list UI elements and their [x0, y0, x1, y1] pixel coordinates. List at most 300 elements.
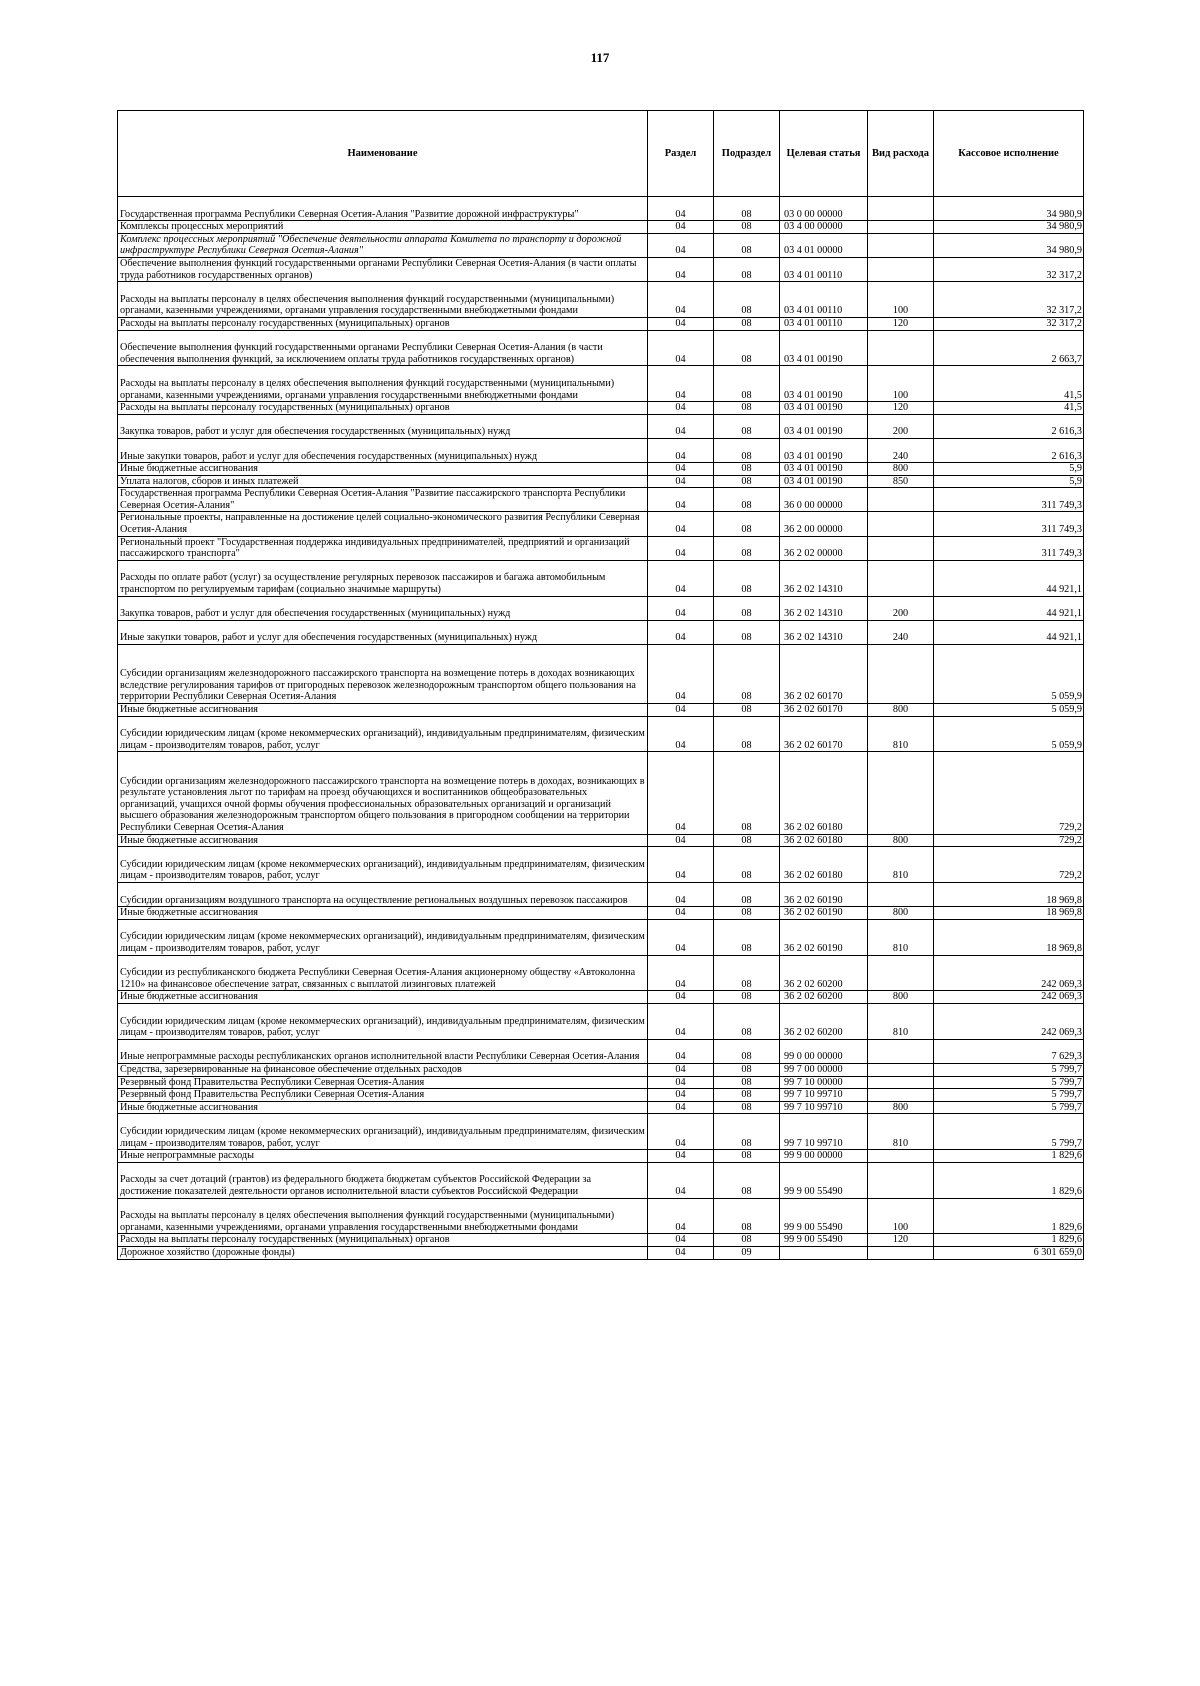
cell-section: 04	[648, 1198, 714, 1234]
table-row	[118, 955, 1084, 991]
cell-amount: 2 663,7	[934, 330, 1084, 366]
cell-amount: 41,5	[934, 366, 1084, 402]
cell-amount: 32 317,2	[934, 282, 1084, 318]
table-row	[118, 704, 1084, 717]
cell-section: 04	[648, 512, 714, 536]
cell-type: 850	[868, 475, 934, 488]
cell-target: 36 2 02 60180	[780, 847, 868, 883]
table-row	[118, 1101, 1084, 1114]
cell-type	[868, 221, 934, 234]
cell-section: 04	[648, 488, 714, 512]
cell-target: 99 9 00 00000	[780, 1150, 868, 1163]
cell-name: Комплекс процессных мероприятий "Обеспечение деятельности аппарата Комитета по транспорту и дорожной инфраструктуре Республики Северная Осетия-Алания"	[118, 233, 648, 257]
cell-amount: 6 301 659,0	[934, 1246, 1084, 1259]
cell-subsection: 08	[714, 257, 780, 281]
cell-type: 100	[868, 282, 934, 318]
cell-target: 99 9 00 55490	[780, 1162, 868, 1198]
cell-section: 04	[648, 560, 714, 596]
cell-name: Иные бюджетные ассигнования	[118, 1101, 648, 1114]
cell-name: Государственная программа Республики Северная Осетия-Алания "Развитие пассажирского транспорта Республики Северная Осетия-Алания"	[118, 488, 648, 512]
cell-target: 99 7 00 00000	[780, 1063, 868, 1076]
table-row	[118, 463, 1084, 476]
cell-name: Расходы на выплаты персоналу в целях обеспечения выполнения функций государственными (муниципальными) органами, казенными учреждениями, органами управления государственными внебюджетными фондами	[118, 1198, 648, 1234]
cell-section: 04	[648, 1003, 714, 1039]
cell-subsection: 08	[714, 560, 780, 596]
cell-amount: 311 749,3	[934, 536, 1084, 560]
cell-name: Закупка товаров, работ и услуг для обеспечения государственных (муниципальных) нужд	[118, 596, 648, 620]
cell-section: 04	[648, 645, 714, 704]
cell-type	[868, 1063, 934, 1076]
cell-section: 04	[648, 414, 714, 438]
cell-type: 810	[868, 1003, 934, 1039]
cell-section: 04	[648, 620, 714, 644]
cell-name: Субсидии организациям железнодорожного пассажирского транспорта на возмещение потерь в доходах возникающих вследствие регулирования тарифов от пригородных перевозок железнодорожным транспортом общего пользования на территории Республики Северная Осетия-Алания	[118, 645, 648, 704]
cell-amount: 5,9	[934, 475, 1084, 488]
cell-type	[868, 1089, 934, 1102]
cell-type	[868, 257, 934, 281]
cell-amount: 2 616,3	[934, 414, 1084, 438]
table-row	[118, 1246, 1084, 1259]
table-row	[118, 1076, 1084, 1089]
cell-name: Резервный фонд Правительства Республики Северная Осетия-Алания	[118, 1076, 648, 1089]
cell-amount: 44 921,1	[934, 560, 1084, 596]
cell-target: 03 4 01 00190	[780, 475, 868, 488]
budget-table	[117, 110, 1084, 1260]
cell-type: 810	[868, 716, 934, 752]
cell-target: 36 2 02 60180	[780, 834, 868, 847]
cell-section: 04	[648, 1101, 714, 1114]
cell-type	[868, 330, 934, 366]
cell-subsection: 08	[714, 883, 780, 907]
cell-type: 810	[868, 847, 934, 883]
cell-amount: 44 921,1	[934, 620, 1084, 644]
table-row	[118, 919, 1084, 955]
cell-amount: 34 980,9	[934, 197, 1084, 221]
cell-section: 04	[648, 317, 714, 330]
cell-subsection: 08	[714, 645, 780, 704]
header-name: Наименование	[118, 111, 648, 197]
cell-amount: 242 069,3	[934, 955, 1084, 991]
cell-subsection: 08	[714, 488, 780, 512]
table-row	[118, 366, 1084, 402]
cell-subsection: 08	[714, 282, 780, 318]
cell-amount: 5,9	[934, 463, 1084, 476]
cell-name: Региональные проекты, направленные на достижение целей социально-экономического развития Республики Северная Осетия-Алания	[118, 512, 648, 536]
cell-section: 04	[648, 438, 714, 462]
cell-subsection: 08	[714, 1101, 780, 1114]
cell-type: 240	[868, 438, 934, 462]
cell-section: 04	[648, 536, 714, 560]
cell-target: 36 2 02 60180	[780, 752, 868, 834]
table-header	[118, 111, 1084, 197]
cell-name: Субсидии из республиканского бюджета Республики Северная Осетия-Алания акционерному обществу «Автоколонна 1210» на финансовое обеспечение затрат, связанных с выплатой лизинговых платежей	[118, 955, 648, 991]
cell-amount: 729,2	[934, 752, 1084, 834]
table-row	[118, 233, 1084, 257]
cell-section: 04	[648, 919, 714, 955]
cell-section: 04	[648, 883, 714, 907]
cell-target: 99 9 00 55490	[780, 1234, 868, 1247]
cell-section: 04	[648, 366, 714, 402]
table-row	[118, 1162, 1084, 1198]
table-row	[118, 645, 1084, 704]
cell-name: Государственная программа Республики Северная Осетия-Алания "Развитие дорожной инфраструктуры"	[118, 197, 648, 221]
cell-name: Комплексы процессных мероприятий	[118, 221, 648, 234]
cell-type	[868, 752, 934, 834]
cell-section: 04	[648, 257, 714, 281]
cell-subsection: 08	[714, 1114, 780, 1150]
cell-section: 04	[648, 1234, 714, 1247]
cell-amount: 5 799,7	[934, 1063, 1084, 1076]
cell-amount: 311 749,3	[934, 488, 1084, 512]
table-row	[118, 438, 1084, 462]
cell-target: 03 4 00 00000	[780, 221, 868, 234]
table-row	[118, 752, 1084, 834]
cell-amount: 32 317,2	[934, 317, 1084, 330]
cell-type	[868, 1150, 934, 1163]
cell-type	[868, 488, 934, 512]
cell-type: 240	[868, 620, 934, 644]
cell-name: Иные закупки товаров, работ и услуг для обеспечения государственных (муниципальных) нужд	[118, 620, 648, 644]
cell-name: Расходы на выплаты персоналу государственных (муниципальных) органов	[118, 1234, 648, 1247]
cell-subsection: 08	[714, 402, 780, 415]
cell-subsection: 08	[714, 1076, 780, 1089]
cell-name: Иные бюджетные ассигнования	[118, 991, 648, 1004]
cell-name: Средства, зарезервированные на финансовое обеспечение отдельных расходов	[118, 1063, 648, 1076]
cell-section: 04	[648, 233, 714, 257]
cell-target: 99 7 10 99710	[780, 1101, 868, 1114]
cell-name: Иные бюджетные ассигнования	[118, 834, 648, 847]
cell-subsection: 08	[714, 221, 780, 234]
cell-subsection: 08	[714, 847, 780, 883]
table-row	[118, 1089, 1084, 1102]
table-row	[118, 402, 1084, 415]
cell-name: Субсидии юридическим лицам (кроме некоммерческих организаций), индивидуальным предпринимателям, физическим лицам - производителям товаров, работ, услуг	[118, 1114, 648, 1150]
cell-section: 04	[648, 402, 714, 415]
cell-section: 04	[648, 1246, 714, 1259]
table-row	[118, 197, 1084, 221]
cell-name: Субсидии юридическим лицам (кроме некоммерческих организаций), индивидуальным предпринимателям, физическим лицам - производителям товаров, работ, услуг	[118, 919, 648, 955]
cell-target	[780, 1246, 868, 1259]
cell-name: Субсидии организациям железнодорожного пассажирского транспорта на возмещение потерь в доходах, возникающих в результате установления льгот по тарифам на проезд обучающихся и воспитанников общеобразовательных организаций, учащихся очной формы обучения профессиональных образовательных организаций и организаций высшего образования железнодорожным транспортом общего пользования в пригородном сообщении на территории Республики Северная Осетия-Алания	[118, 752, 648, 834]
cell-subsection: 09	[714, 1246, 780, 1259]
cell-amount: 242 069,3	[934, 991, 1084, 1004]
cell-type	[868, 1039, 934, 1063]
cell-target: 03 4 01 00110	[780, 257, 868, 281]
cell-subsection: 08	[714, 919, 780, 955]
cell-target: 36 2 02 60190	[780, 907, 868, 920]
cell-amount: 5 059,9	[934, 716, 1084, 752]
cell-subsection: 08	[714, 1150, 780, 1163]
cell-section: 04	[648, 716, 714, 752]
cell-amount: 32 317,2	[934, 257, 1084, 281]
cell-amount: 1 829,6	[934, 1162, 1084, 1198]
cell-section: 04	[648, 752, 714, 834]
cell-target: 03 4 01 00190	[780, 330, 868, 366]
cell-target: 99 7 10 99710	[780, 1114, 868, 1150]
cell-section: 04	[648, 1076, 714, 1089]
cell-name: Расходы за счет дотаций (грантов) из федерального бюджета бюджетам субъектов Российской Федерации за достижение показателей деятельности органов исполнительной власти субъектов Российской Федерации	[118, 1162, 648, 1198]
cell-subsection: 08	[714, 233, 780, 257]
cell-type: 810	[868, 1114, 934, 1150]
header-subsection: Подраздел	[714, 111, 780, 197]
cell-section: 04	[648, 955, 714, 991]
cell-subsection: 08	[714, 1234, 780, 1247]
cell-type: 200	[868, 414, 934, 438]
cell-subsection: 08	[714, 1039, 780, 1063]
table-row	[118, 282, 1084, 318]
cell-type	[868, 1076, 934, 1089]
cell-section: 04	[648, 1039, 714, 1063]
table-row	[118, 536, 1084, 560]
cell-type: 800	[868, 1101, 934, 1114]
cell-section: 04	[648, 704, 714, 717]
page-number: 117	[590, 50, 610, 65]
cell-amount: 7 629,3	[934, 1039, 1084, 1063]
cell-section: 04	[648, 1114, 714, 1150]
cell-amount: 18 969,8	[934, 883, 1084, 907]
cell-type: 800	[868, 834, 934, 847]
cell-section: 04	[648, 282, 714, 318]
cell-name: Резервный фонд Правительства Республики Северная Осетия-Алания	[118, 1089, 648, 1102]
table-row	[118, 488, 1084, 512]
cell-name: Расходы на выплаты персоналу в целях обеспечения выполнения функций государственными (муниципальными) органами, казенными учреждениями, органами управления государственными внебюджетными фондами	[118, 282, 648, 318]
cell-subsection: 08	[714, 463, 780, 476]
cell-amount: 1 829,6	[934, 1150, 1084, 1163]
table-row	[118, 414, 1084, 438]
cell-subsection: 08	[714, 536, 780, 560]
cell-type: 120	[868, 317, 934, 330]
table-row	[118, 512, 1084, 536]
cell-name: Расходы на выплаты персоналу государственных (муниципальных) органов	[118, 402, 648, 415]
cell-target: 03 4 01 00190	[780, 463, 868, 476]
cell-amount: 18 969,8	[934, 907, 1084, 920]
table-row	[118, 1234, 1084, 1247]
cell-type	[868, 883, 934, 907]
cell-target: 36 2 02 60190	[780, 883, 868, 907]
cell-amount: 18 969,8	[934, 919, 1084, 955]
cell-subsection: 08	[714, 512, 780, 536]
cell-amount: 2 616,3	[934, 438, 1084, 462]
cell-target: 36 2 02 60200	[780, 991, 868, 1004]
cell-amount: 1 829,6	[934, 1198, 1084, 1234]
table-row	[118, 847, 1084, 883]
cell-subsection: 08	[714, 197, 780, 221]
header-type: Вид расхода	[868, 111, 934, 197]
cell-subsection: 08	[714, 596, 780, 620]
cell-amount: 311 749,3	[934, 512, 1084, 536]
cell-subsection: 08	[714, 907, 780, 920]
cell-target: 99 9 00 55490	[780, 1198, 868, 1234]
cell-name: Иные бюджетные ассигнования	[118, 907, 648, 920]
cell-amount: 729,2	[934, 847, 1084, 883]
cell-section: 04	[648, 596, 714, 620]
cell-target: 36 2 02 14310	[780, 620, 868, 644]
cell-type	[868, 1246, 934, 1259]
cell-section: 04	[648, 330, 714, 366]
table-row	[118, 475, 1084, 488]
cell-target: 36 2 02 00000	[780, 536, 868, 560]
cell-type	[868, 645, 934, 704]
cell-section: 04	[648, 1150, 714, 1163]
cell-type: 800	[868, 463, 934, 476]
table-row	[118, 834, 1084, 847]
table-row	[118, 317, 1084, 330]
cell-subsection: 08	[714, 834, 780, 847]
table-row	[118, 1150, 1084, 1163]
cell-subsection: 08	[714, 1198, 780, 1234]
cell-subsection: 08	[714, 955, 780, 991]
cell-target: 36 2 02 60190	[780, 919, 868, 955]
cell-type	[868, 512, 934, 536]
table-body	[118, 197, 1084, 1260]
table-row	[118, 991, 1084, 1004]
cell-type: 100	[868, 366, 934, 402]
cell-target: 36 2 02 14310	[780, 596, 868, 620]
cell-subsection: 08	[714, 1089, 780, 1102]
cell-name: Закупка товаров, работ и услуг для обеспечения государственных (муниципальных) нужд	[118, 414, 648, 438]
table-row	[118, 596, 1084, 620]
cell-subsection: 08	[714, 1063, 780, 1076]
cell-name: Иные бюджетные ассигнования	[118, 704, 648, 717]
cell-amount: 242 069,3	[934, 1003, 1084, 1039]
cell-target: 36 2 02 60170	[780, 645, 868, 704]
cell-target: 36 2 02 14310	[780, 560, 868, 596]
cell-section: 04	[648, 1089, 714, 1102]
cell-target: 99 7 10 00000	[780, 1076, 868, 1089]
header-section: Раздел	[648, 111, 714, 197]
cell-name: Субсидии юридическим лицам (кроме некоммерческих организаций), индивидуальным предпринимателям, физическим лицам - производителям товаров, работ, услуг	[118, 1003, 648, 1039]
cell-amount: 5 059,9	[934, 645, 1084, 704]
cell-name: Расходы на выплаты персоналу в целях обеспечения выполнения функций государственными (муниципальными) органами, казенными учреждениями, органами управления государственными внебюджетными фондами	[118, 366, 648, 402]
cell-section: 04	[648, 907, 714, 920]
cell-name: Субсидии юридическим лицам (кроме некоммерческих организаций), индивидуальным предпринимателям, физическим лицам - производителям товаров, работ, услуг	[118, 847, 648, 883]
cell-amount: 1 829,6	[934, 1234, 1084, 1247]
cell-target: 36 2 02 60170	[780, 704, 868, 717]
cell-name: Дорожное хозяйство (дорожные фонды)	[118, 1246, 648, 1259]
cell-section: 04	[648, 221, 714, 234]
table-row	[118, 716, 1084, 752]
cell-type: 200	[868, 596, 934, 620]
cell-subsection: 08	[714, 414, 780, 438]
cell-amount: 5 799,7	[934, 1076, 1084, 1089]
cell-type: 800	[868, 704, 934, 717]
table-row	[118, 221, 1084, 234]
cell-type: 120	[868, 402, 934, 415]
header-target: Целевая статья	[780, 111, 868, 197]
cell-target: 36 2 02 60200	[780, 955, 868, 991]
cell-amount: 41,5	[934, 402, 1084, 415]
cell-amount: 5 799,7	[934, 1101, 1084, 1114]
cell-section: 04	[648, 1162, 714, 1198]
cell-subsection: 08	[714, 991, 780, 1004]
table-row	[118, 257, 1084, 281]
cell-target: 36 2 02 60200	[780, 1003, 868, 1039]
cell-target: 03 4 01 00190	[780, 414, 868, 438]
cell-name: Расходы по оплате работ (услуг) за осуществление регулярных перевозок пассажиров и багажа автомобильным транспортом по регулируемым тарифам (социально значимые маршруты)	[118, 560, 648, 596]
cell-type	[868, 1162, 934, 1198]
cell-name: Обеспечение выполнения функций государственными органами Республики Северная Осетия-Алания (в части оплаты труда работников государственных органов)	[118, 257, 648, 281]
cell-section: 04	[648, 1063, 714, 1076]
table-row	[118, 560, 1084, 596]
cell-target: 36 0 00 00000	[780, 488, 868, 512]
cell-amount: 5 059,9	[934, 704, 1084, 717]
cell-subsection: 08	[714, 716, 780, 752]
cell-section: 04	[648, 834, 714, 847]
cell-type: 800	[868, 907, 934, 920]
cell-target: 03 4 01 00190	[780, 366, 868, 402]
cell-section: 04	[648, 991, 714, 1004]
cell-amount: 34 980,9	[934, 221, 1084, 234]
cell-name: Расходы на выплаты персоналу государственных (муниципальных) органов	[118, 317, 648, 330]
cell-section: 04	[648, 463, 714, 476]
cell-target: 03 4 01 00190	[780, 438, 868, 462]
cell-type: 800	[868, 991, 934, 1004]
cell-name: Иные бюджетные ассигнования	[118, 463, 648, 476]
table-row	[118, 1198, 1084, 1234]
cell-name: Уплата налогов, сборов и иных платежей	[118, 475, 648, 488]
cell-amount: 34 980,9	[934, 233, 1084, 257]
table-row	[118, 1114, 1084, 1150]
cell-subsection: 08	[714, 1162, 780, 1198]
budget-table-container	[117, 110, 1083, 1260]
table-row	[118, 1063, 1084, 1076]
cell-amount: 5 799,7	[934, 1114, 1084, 1150]
cell-name: Иные непрограммные расходы республиканских органов исполнительной власти Республики Северная Осетия-Алания	[118, 1039, 648, 1063]
cell-type	[868, 560, 934, 596]
cell-target: 36 2 00 00000	[780, 512, 868, 536]
cell-subsection: 08	[714, 438, 780, 462]
cell-subsection: 08	[714, 1003, 780, 1039]
cell-target: 99 7 10 99710	[780, 1089, 868, 1102]
cell-type: 120	[868, 1234, 934, 1247]
cell-type	[868, 955, 934, 991]
cell-amount: 729,2	[934, 834, 1084, 847]
cell-type	[868, 536, 934, 560]
cell-subsection: 08	[714, 752, 780, 834]
table-row	[118, 1039, 1084, 1063]
table-row	[118, 883, 1084, 907]
cell-target: 03 4 01 00110	[780, 317, 868, 330]
cell-subsection: 08	[714, 620, 780, 644]
cell-subsection: 08	[714, 317, 780, 330]
cell-type: 810	[868, 919, 934, 955]
cell-target: 03 4 01 00000	[780, 233, 868, 257]
cell-subsection: 08	[714, 704, 780, 717]
cell-target: 03 0 00 00000	[780, 197, 868, 221]
cell-target: 03 4 01 00110	[780, 282, 868, 318]
table-row	[118, 907, 1084, 920]
cell-section: 04	[648, 197, 714, 221]
cell-subsection: 08	[714, 366, 780, 402]
cell-amount: 44 921,1	[934, 596, 1084, 620]
cell-subsection: 08	[714, 330, 780, 366]
cell-section: 04	[648, 475, 714, 488]
cell-name: Субсидии организациям воздушного транспорта на осуществление региональных воздушных перевозок пассажиров	[118, 883, 648, 907]
header-amount: Кассовое исполнение	[934, 111, 1084, 197]
cell-name: Обеспечение выполнения функций государственными органами Республики Северная Осетия-Алания (в части обеспечения выполнения функций, за исключением оплаты труда работников государственных органов)	[118, 330, 648, 366]
cell-type	[868, 197, 934, 221]
cell-target: 03 4 01 00190	[780, 402, 868, 415]
cell-target: 99 0 00 00000	[780, 1039, 868, 1063]
table-row	[118, 620, 1084, 644]
cell-target: 36 2 02 60170	[780, 716, 868, 752]
cell-subsection: 08	[714, 475, 780, 488]
cell-type	[868, 233, 934, 257]
cell-section: 04	[648, 847, 714, 883]
cell-name: Субсидии юридическим лицам (кроме некоммерческих организаций), индивидуальным предпринимателям, физическим лицам - производителям товаров, работ, услуг	[118, 716, 648, 752]
table-row	[118, 1003, 1084, 1039]
cell-name: Иные закупки товаров, работ и услуг для обеспечения государственных (муниципальных) нужд	[118, 438, 648, 462]
